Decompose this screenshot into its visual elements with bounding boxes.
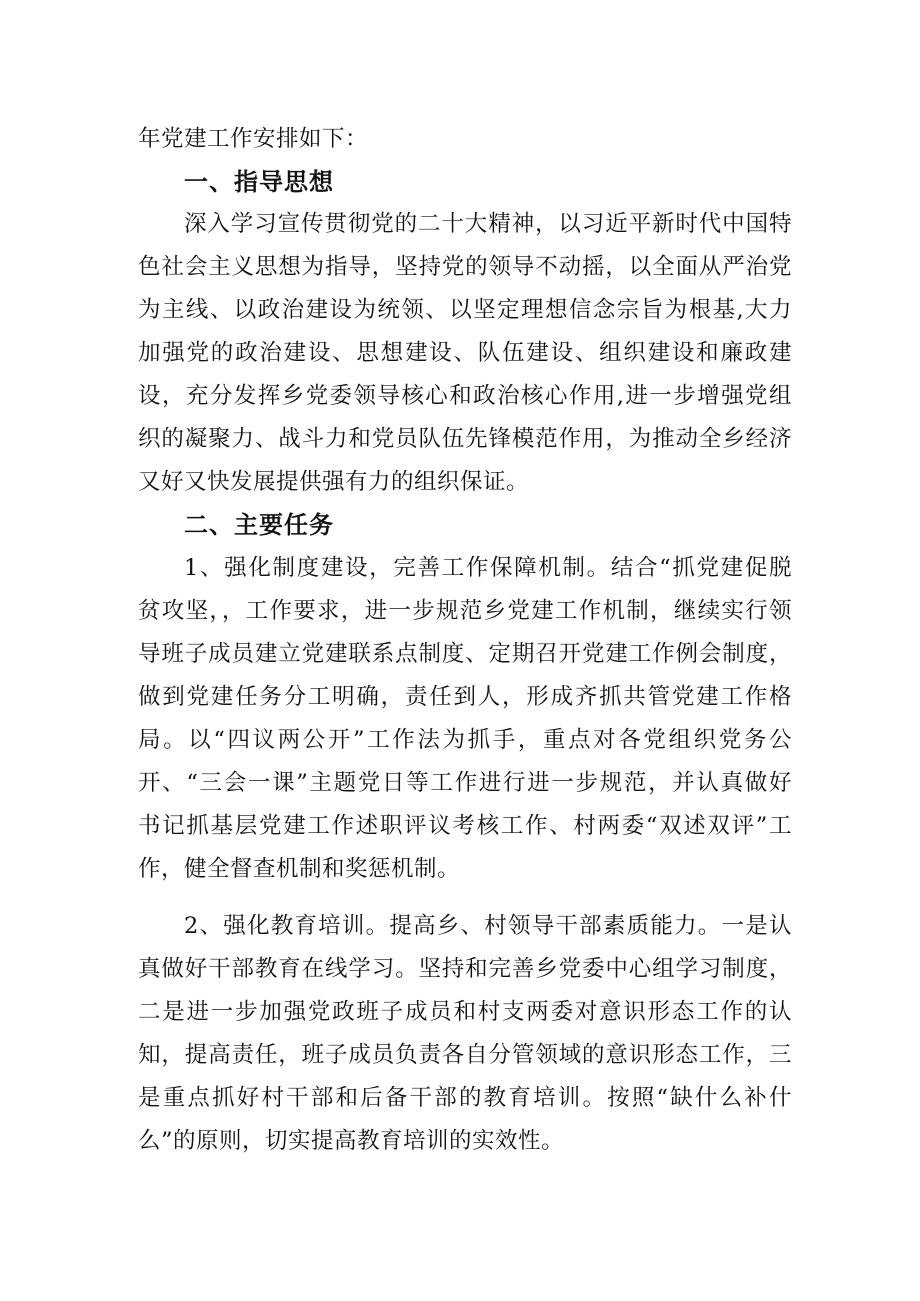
paragraph-line: 么”的原则，切实提高教育培训的实效性。 (138, 1128, 565, 1154)
paragraph-line: 色社会主义思想为指导，坚持党的领导不动摇，以全面从严治党 (138, 254, 792, 280)
paragraph-line: 为主线、以政治建设为统领、以坚定理想信念宗旨为根基,大力 (138, 297, 792, 323)
section-heading-guiding-ideology: 一、指导思想 (184, 168, 334, 196)
paragraph-line: 局。以“四议两公开”工作法为抓手，重点对各党组织党务公 (138, 727, 792, 753)
intro-line: 年党建工作安排如下： (138, 126, 369, 152)
paragraph-line: 做到党建任务分工明确，责任到人，形成齐抓共管党建工作格 (138, 684, 792, 710)
paragraph-line: 导班子成员建立党建联系点制度、定期召开党建工作例会制度， (138, 641, 792, 667)
paragraph-line: 贫攻坚，，工作要求，进一步规范乡党建工作机制，继续实行领 (138, 598, 792, 624)
paragraph-line: 2、强化教育培训。提高乡、村领导干部素质能力。一是认 (184, 913, 792, 939)
paragraph-line: 二是进一步加强党政班子成员和村支两委对意识形态工作的认 (138, 999, 792, 1025)
paragraph-line: 知，提高责任，班子成员负责各自分管领域的意识形态工作，三 (138, 1042, 792, 1068)
paragraph-line: 加强党的政治建设、思想建设、队伍建设、组织建设和廉政建 (138, 340, 792, 366)
paragraph-line: 真做好干部教育在线学习。坚持和完善乡党委中心组学习制度， (138, 956, 792, 982)
paragraph-line: 深入学习宣传贯彻党的二十大精神，以习近平新时代中国特 (184, 211, 792, 237)
paragraph-line: 开、“三会一课”主题党日等工作进行进一步规范，并认真做好 (138, 770, 792, 796)
paragraph-line: 1、强化制度建设，完善工作保障机制。结合“抓党建促脱 (184, 555, 792, 581)
section-heading-main-tasks: 二、主要任务 (184, 511, 334, 539)
paragraph-line: 是重点抓好村干部和后备干部的教育培训。按照“缺什么补什 (138, 1085, 792, 1111)
paragraph-line: 织的凝聚力、战斗力和党员队伍先锋模范作用，为推动全乡经济 (138, 426, 792, 452)
paragraph-line: 书记抓基层党建工作述职评议考核工作、村两委“双述双评”工 (138, 813, 792, 839)
paragraph-line: 作，健全督查机制和奖惩机制。 (138, 856, 461, 882)
paragraph-line: 设，充分发挥乡党委领导核心和政治核心作用,进一步增强党组 (138, 383, 792, 409)
paragraph-line: 又好又快发展提供强有力的组织保证。 (138, 469, 530, 495)
